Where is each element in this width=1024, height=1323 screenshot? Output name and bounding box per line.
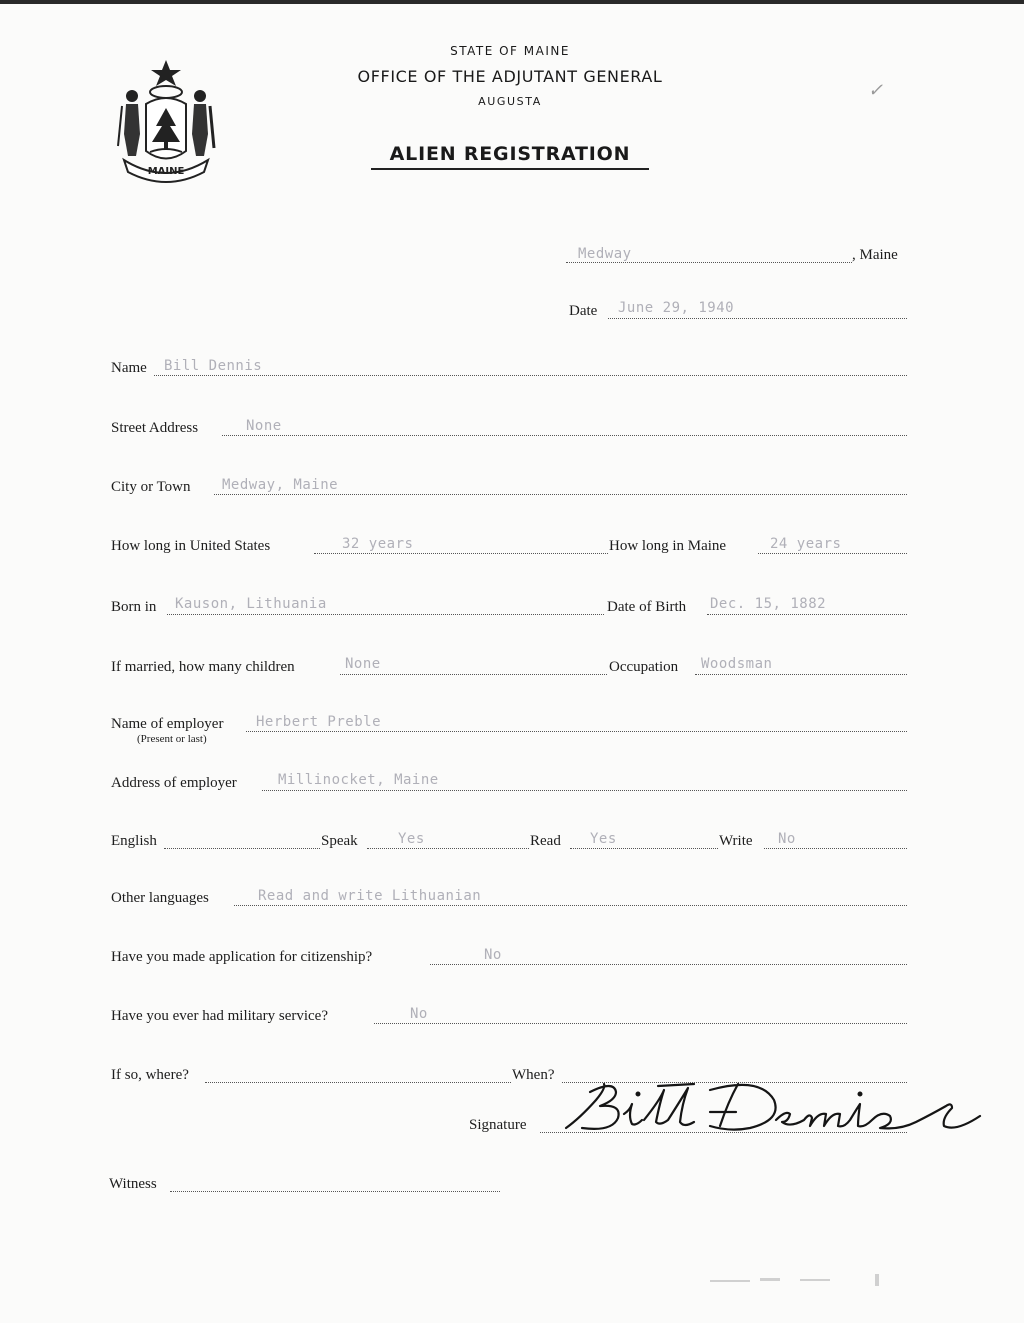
name-dots — [154, 375, 907, 376]
read-dots — [570, 848, 718, 849]
dob-dots — [707, 614, 907, 615]
employer-sublabel: (Present or last) — [137, 733, 207, 745]
signature-label: Signature — [469, 1117, 527, 1133]
born-in-dots — [167, 614, 604, 615]
where-dots — [205, 1082, 511, 1083]
date-dots — [608, 318, 907, 319]
place-town-value: Medway — [578, 246, 632, 262]
city-value: Medway, Maine — [222, 477, 339, 493]
city-label: City or Town — [111, 479, 191, 495]
military-dots — [374, 1023, 907, 1024]
when-label: When? — [512, 1067, 555, 1083]
form-title: ALIEN REGISTRATION — [389, 143, 631, 165]
occupation-value: Woodsman — [701, 656, 773, 672]
citizenship-dots — [430, 964, 907, 965]
paper-smudge — [700, 1270, 900, 1290]
place-dots — [566, 262, 852, 263]
read-label: Read — [530, 833, 561, 849]
street-label: Street Address — [111, 420, 199, 436]
write-dots — [764, 848, 907, 849]
write-label: Write — [719, 833, 753, 849]
speak-dots — [367, 848, 529, 849]
occupation-label: Occupation — [609, 659, 679, 675]
occupation-dots — [695, 674, 907, 675]
military-label: Have you ever had military service? — [111, 1008, 328, 1024]
military-value: No — [410, 1006, 428, 1022]
us-duration-label: How long in United States — [111, 538, 271, 554]
born-in-value: Kauson, Lithuania — [175, 596, 327, 612]
employer-dots — [246, 731, 907, 732]
english-label: English — [111, 833, 157, 849]
speak-label: Speak — [321, 833, 358, 849]
speak-value: Yes — [398, 831, 425, 847]
us-duration-value: 32 years — [342, 536, 414, 552]
top-border — [0, 0, 1024, 4]
where-label: If so, where? — [111, 1067, 189, 1083]
other-languages-dots — [234, 905, 907, 906]
employer-value: Herbert Preble — [256, 714, 382, 730]
maine-duration-label: How long in Maine — [609, 538, 727, 554]
children-dots — [340, 674, 607, 675]
dob-label: Date of Birth — [607, 599, 687, 615]
place-state-label: , Maine — [852, 247, 898, 263]
date-label: Date — [569, 303, 598, 319]
maine-duration-dots — [758, 553, 907, 554]
street-dots — [222, 435, 907, 436]
title-underline — [371, 168, 649, 170]
citizenship-value: No — [484, 947, 502, 963]
employer-address-value: Millinocket, Maine — [278, 772, 439, 788]
employer-address-dots — [262, 790, 907, 791]
witness-label: Witness — [109, 1176, 157, 1192]
dob-value: Dec. 15, 1882 — [710, 596, 827, 612]
witness-dots — [170, 1191, 500, 1192]
children-label: If married, how many children — [111, 659, 295, 675]
us-duration-dots — [314, 553, 608, 554]
check-mark: ✓ — [868, 80, 884, 100]
other-languages-value: Read and write Lithuanian — [258, 888, 482, 904]
city-heading: AUGUSTA — [478, 95, 542, 108]
english-dots — [164, 848, 320, 849]
write-value: No — [778, 831, 796, 847]
born-in-label: Born in — [111, 599, 157, 615]
employer-address-label: Address of employer — [111, 775, 237, 791]
citizenship-label: Have you made application for citizenship? — [111, 949, 373, 965]
date-value: June 29, 1940 — [618, 300, 735, 316]
employer-label: Name of employer — [111, 716, 224, 732]
office-heading: OFFICE OF THE ADJUTANT GENERAL — [357, 67, 663, 86]
state-heading: STATE OF MAINE — [450, 44, 570, 58]
read-value: Yes — [590, 831, 617, 847]
signature-image — [560, 1070, 1000, 1140]
city-dots — [214, 494, 907, 495]
maine-duration-value: 24 years — [770, 536, 842, 552]
other-languages-label: Other languages — [111, 890, 209, 906]
name-label: Name — [111, 360, 147, 376]
street-value: None — [246, 418, 282, 434]
maine-seal-icon — [112, 56, 220, 186]
seal-banner-text: MAINE — [147, 166, 185, 177]
name-value: Bill Dennis — [164, 358, 263, 374]
children-value: None — [345, 656, 381, 672]
